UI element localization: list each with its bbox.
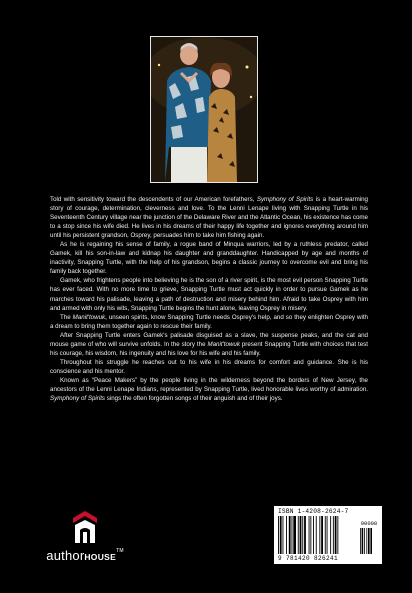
publisher-logo: [30, 510, 140, 570]
author-photo: [150, 36, 258, 183]
blurb-paragraph: The Manit'towuk, unseen spirits, know Snapping Turtle needs Osprey's help, and so they enlighten Osprey with a dream to bring them together again to rescue their family.: [50, 313, 368, 330]
blurb-paragraph: Told with sensitivity toward the descendents of our American forefathers, Symphony of Spirits is a heart-warming story of courage, determination, cleverness and love. To the Lenni Lenape living with Snapping Turtle in his Seventeenth Century village near the junction of the Delaware River and the Atlantic Ocean, his existence has come to a stop since his wife died. He lives in his dreams of their happy life together and ignores everything around him until his persistent grandson, Osprey, persuades him to take him fishing again.: [50, 196, 368, 240]
isbn-label: ISBN 1-4208-2624-7: [278, 508, 349, 515]
blurb-paragraph: Throughout his struggle he reaches out to his wife in his dreams for comfort and guidance. She is his conscience and his mentor.: [50, 358, 368, 375]
blurb-paragraph: Known as “Peace Makers” by the people living in the wilderness beyond the borders of New Jersey, the ancestors of the Lenni Lenape Indians, represented by Snapping Turtle, lived honorable lives worthy of admiration. Symphony of Spirits sings the often forgotten songs of their anguish and of their joys.: [50, 376, 368, 403]
back-cover-blurb: [50, 195, 368, 403]
price-code: 90000: [360, 520, 378, 527]
barcode-digits: 9 781420 826241: [278, 555, 339, 562]
isbn-barcode: [274, 506, 382, 564]
publisher-name: authorHOUSE™: [46, 548, 124, 563]
blurb-paragraph: After Snapping Turtle enters Gamek's palisade disguised as a slave, the suspense peaks, and the cat and mouse game of who will survive unfolds. In the story the Manit'towuk present Snapping Turtle with choices that test his courage, his wisdom, his ingenuity and his love for his wife and his family.: [50, 331, 368, 357]
blurb-paragraph: As he is regaining his sense of family, a rogue band of Minqua warriors, led by a ruthless predator, called Gamek, kill his son-in-law and kidnap his daughter and granddaughter. Handicapped by age and months of inactivity, Snapping Turtle, with the help of his grandson, begins a classic journey to overcome evil and bring his family back together.: [50, 241, 368, 276]
blurb-paragraph: Gamek, who frightens people into believing he is the son of a river spirit, is the most evil person Snapping Turtle has ever faced. With no more time to grieve, Snapping Turtle must act quickly in order to pursue Gamek as he marches toward his palisade, leaving a path of destruction and misery behind him. Afraid to take Osprey with him and armed with only his wits, Snapping Turtle begins the hunt alone, leaving Osprey in misery.: [50, 277, 368, 312]
book-arch-icon: [72, 510, 98, 544]
